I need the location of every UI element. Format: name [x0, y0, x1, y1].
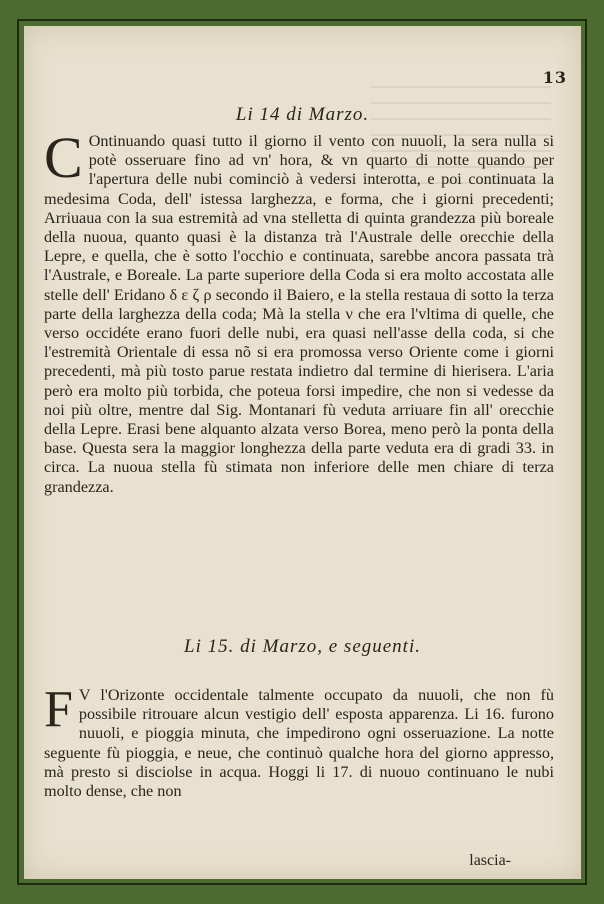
drop-capital: C [44, 125, 83, 190]
paragraph-text: V l'Orizonte occidentale talmente occupato da nuuoli, che non fù possibile ritrouare alcun vestigio dell' esposta apparenza. Li 16. furono nuuoli, e pioggia minuta, che impedirono ogni osseruazione. La notte seguente fù pioggia, e neue, che continuò qualche hora del giorno appresso, mà presto si disciolse in acqua. Hoggi li 17. di nuouo continuano le nubi molto dense, che non [44, 686, 554, 801]
book-page [24, 26, 581, 879]
drop-capital: F [44, 681, 73, 738]
paragraph-text: Ontinuando quasi tutto il giorno il vento con nuuoli, la sera nulla si potè osseruare fino ad vn' hora, & vn quarto di notte quando per l'apertura delle nubi cominciò à vedersi interotta, e poi continuata la medesima Coda, dell' istessa larghezza, e forma, che i giorni precedenti; Arriuaua con la sua estremità ad vna stelletta di quinta grandezza più boreale della nuoua, quanto quasi è la distanza trà l'Australe delle orecchie della Lepre, e quella, che è sotto l'occhio e continuata, sarebbe ancora passata trà l'Australe, e Boreale. La parte superiore della Coda si era molto accostata alle stelle dell' Eridano δ ε ζ ρ secondo il Baiero, e la stella restaua di sotto la terza parte della larghezza della coda; Mà la stella ν che era l'vltima di quelle, che verso occidéte erano fuori delle nubi, era quasi nell'asse della coda, si che l'estremità Orientale di essa nõ si era promossa verso Oriente come i giorni precedenti, mà più tosto parue restata indietro dal termine di hierisera. L'aria però era molto più torbida, che poteua forsi impedire, che non si vedesse da noi più oltre, mentre dal Sig. Montanari fù veduta arriuare fin all' orecchie della Lepre. Erasi bene alquanto alzata verso Borea, meno però la ponta della base. Questa sera la maggior longhezza della parte veduta era di gradi 33. in circa. La nuoua stella fù stimata non inferiore delle men chiare di terza grandezza. [44, 132, 554, 496]
catchword: lascia- [469, 852, 511, 869]
paragraph-march-15 [44, 681, 554, 801]
paragraph-march-14 [44, 125, 554, 497]
page-number: 13 [542, 68, 567, 87]
section-heading-march-14: Li 14 di Marzo. [235, 104, 370, 125]
section-heading-march-15: Li 15. di Marzo, e seguenti. [184, 636, 421, 657]
